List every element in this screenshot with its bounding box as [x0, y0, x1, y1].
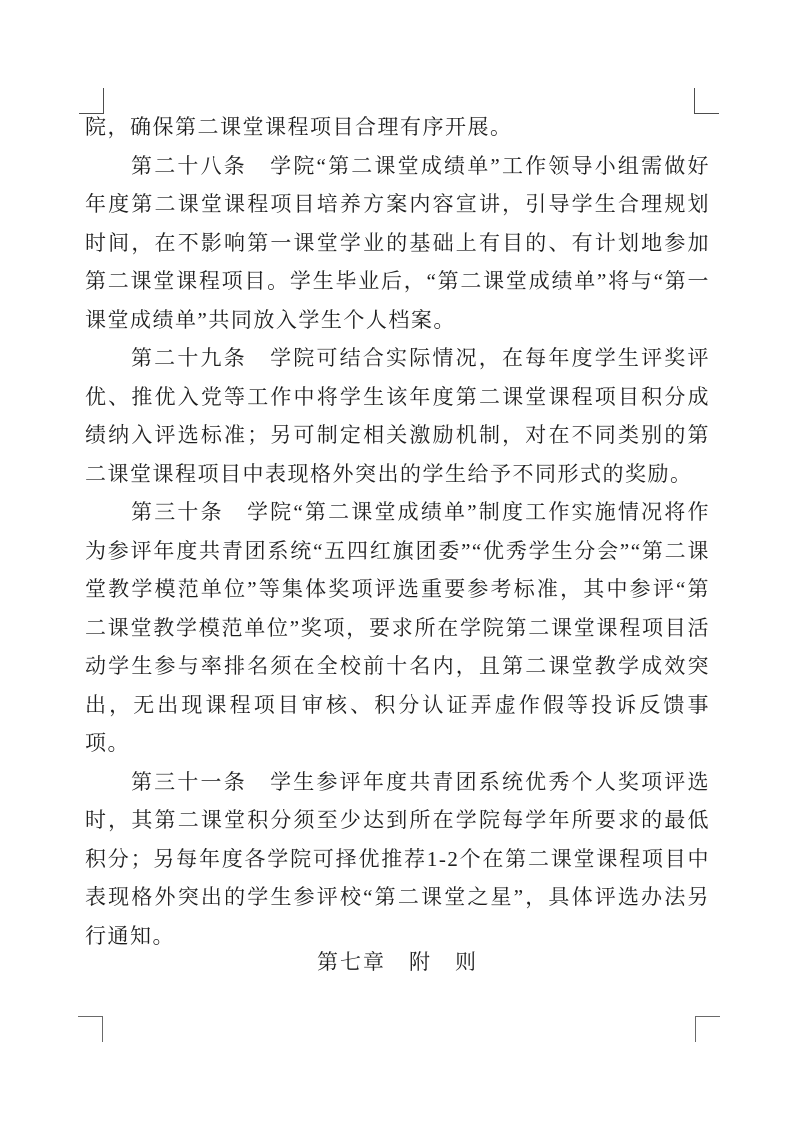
- paragraph-article-31: 第三十一条 学生参评年度共青团系统优秀个人奖项评选时，其第二课堂积分须至少达到所在学院每学年所要求的最低积分；另每年度各学院可择优推荐1-2个在第二课堂课程项目中表现格外突出的学生参评校“第二课堂之星”，具体评选办法另行通知。: [85, 769, 710, 948]
- paragraph-continuation: 院，确保第二课堂课程项目合理有序开展。: [85, 115, 513, 139]
- paragraph-article-29: 第二十九条 学院可结合实际情况，在每年度学生评奖评优、推优入党等工作中将学生该年度第二课堂课程项目积分成绩纳入评选标准；另可制定相关激励机制，对在不同类别的第二课堂课程项目中表现格外突出的学生给予不同形式的奖励。: [85, 346, 710, 486]
- chapter-heading: 第七章 附 则: [317, 950, 478, 974]
- document-body: [85, 108, 710, 982]
- crop-mark-bottom-right: [695, 1016, 720, 1042]
- paragraph-article-30: 第三十条 学院“第二课堂成绩单”制度工作实施情况将作为参评年度共青团系统“五四红旗团委”“优秀学生分会”“第二课堂教学模范单位”等集体奖项评选重要参考标准，其中参评“第二课堂教学模范单位”奖项，要求所在学院第二课堂课程项目活动学生参与率排名须在全校前十名内，且第二课堂教学成效突出，无出现课程项目审核、积分认证弄虚作假等投诉反馈事项。: [85, 500, 710, 755]
- crop-mark-bottom-left: [78, 1016, 103, 1042]
- paragraph-article-28: 第二十八条 学院“第二课堂成绩单”工作领导小组需做好年度第二课堂课程项目培养方案内容宣讲，引导学生合理规划时间，在不影响第一课堂学业的基础上有目的、有计划地参加第二课堂课程项目。学生毕业后，“第二课堂成绩单”将与“第一课堂成绩单”共同放入学生个人档案。: [85, 153, 710, 332]
